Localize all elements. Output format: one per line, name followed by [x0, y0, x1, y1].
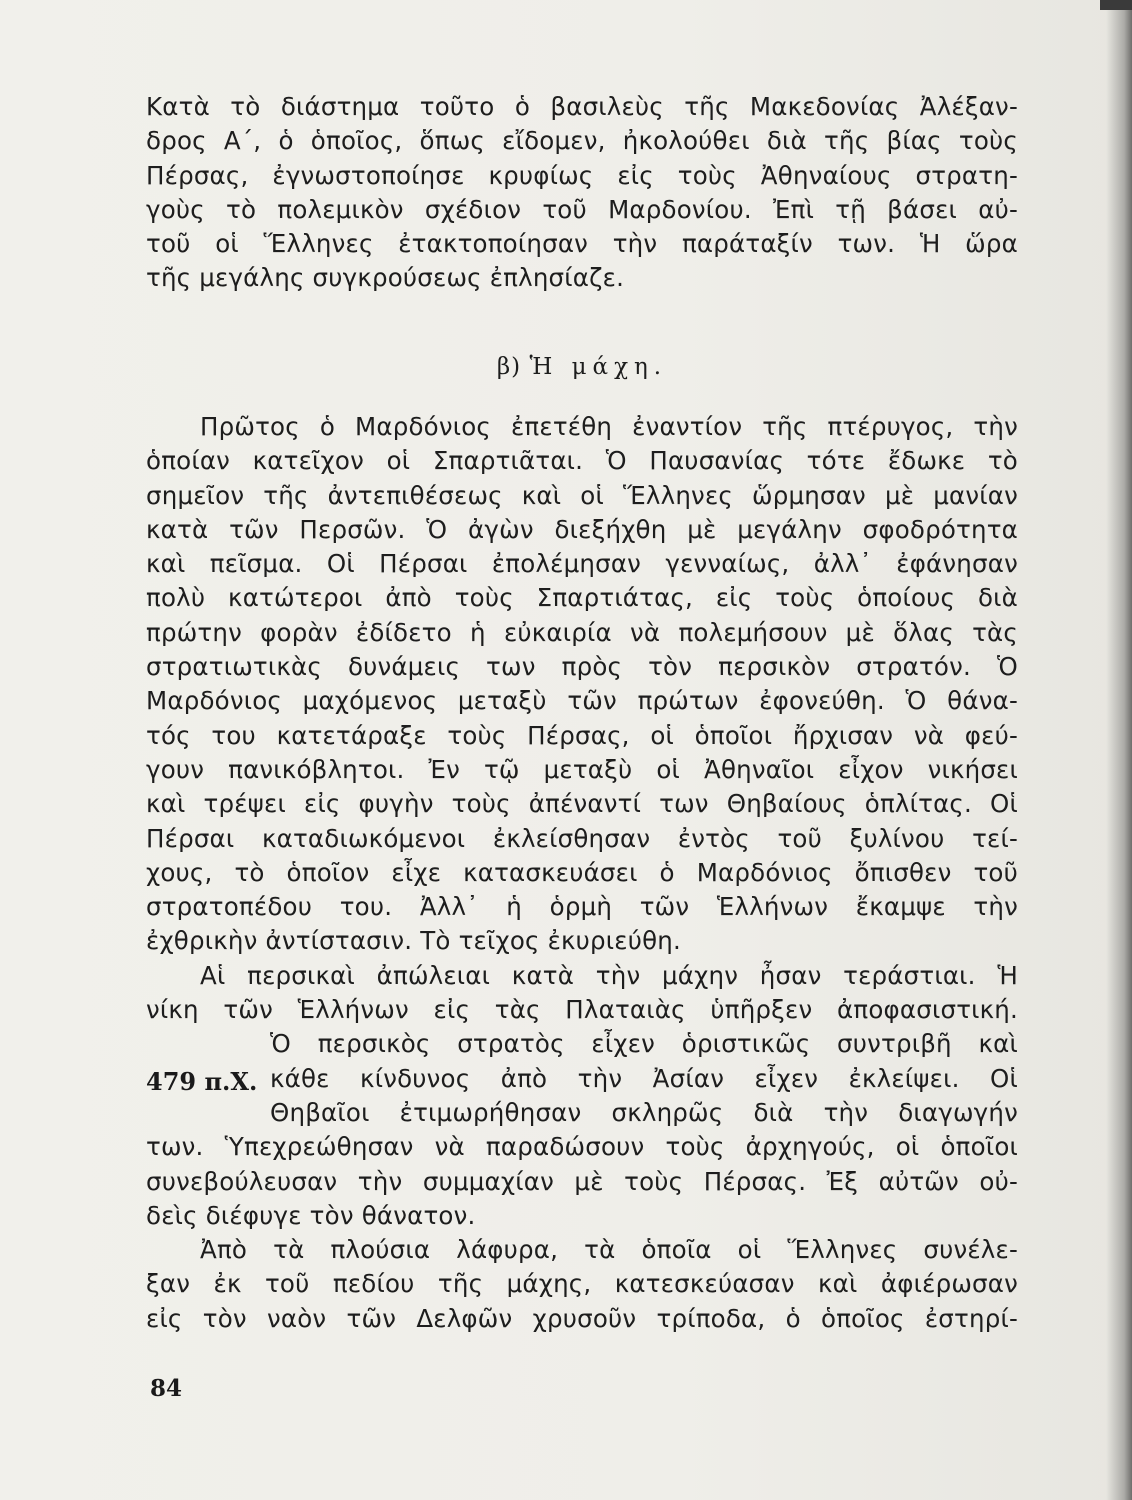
text-line: Ἀπὸ τὰ πλούσια λάφυρα, τὰ ὁποῖα οἱ Ἕλληνες συνέλε-: [200, 1235, 1018, 1265]
text-line: Ὁ περσικὸς στρατὸς εἶχεν ὁριστικῶς συντριβῆ καὶ: [270, 1029, 1018, 1059]
margin-date-note: 479 π.Χ.: [146, 1067, 258, 1096]
text-line: Πέρσας, ἐγνωστοποίησε κρυφίως εἰς τοὺς Ἀθηναίους στρατη-: [146, 160, 1018, 190]
text-line: Μαρδόνιος μαχόμενος μεταξὺ τῶν πρώτων ἐφονεύθη. Ὁ θάνα-: [146, 686, 1018, 716]
section-heading-title: Ἡ μάχη.: [529, 354, 668, 380]
text-line: νίκη τῶν Ἑλλήνων εἰς τὰς Πλαταιὰς ὑπῆρξεν ἀποφασιστική.: [146, 995, 1018, 1025]
text-line: συνεβούλευσαν τὴν συμμαχίαν μὲ τοὺς Πέρσας. Ἐξ αὐτῶν οὐ-: [146, 1166, 1018, 1196]
text-line: γοὺς τὸ πολεμικὸν σχέδιον τοῦ Μαρδονίου. Ἐπὶ τῇ βάσει αὐ-: [146, 194, 1018, 224]
text-line: Πέρσαι καταδιωκόμενοι ἐκλείσθησαν ἐντὸς τοῦ ξυλίνου τεί-: [146, 823, 1018, 853]
text-line: καὶ πεῖσμα. Οἱ Πέρσαι ἐπολέμησαν γενναίως, ἀλλ᾽ ἐφάνησαν: [146, 549, 1018, 579]
text-line: Πρῶτος ὁ Μαρδόνιος ἐπετέθη ἐναντίον τῆς πτέρυγος, τὴν: [200, 412, 1018, 441]
text-line: στρατιωτικὰς δυνάμεις των πρὸς τὸν περσικὸν στρατόν. Ὁ: [146, 652, 1018, 682]
page-number: 84: [150, 1375, 183, 1402]
text-line: τός του κατετάραξε τοὺς Πέρσας, οἱ ὁποῖοι ἤρχισαν νὰ φεύ-: [146, 720, 1018, 750]
text-line: κατὰ τῶν Περσῶν. Ὁ ἀγὼν διεξήχθη μὲ μεγάλην σφοδρότητα: [146, 514, 1018, 544]
corner-mark: [1100, 0, 1132, 10]
text-line: γουν πανικόβλητοι. Ἐν τῷ μεταξὺ οἱ Ἀθηναῖοι εἶχον νικήσει: [146, 754, 1018, 784]
text-line: των. Ὑπεχρεώθησαν νὰ παραδώσουν τοὺς ἀρχηγούς, οἱ ὁποῖοι: [146, 1132, 1018, 1162]
text-line: Αἱ περσικαὶ ἀπώλειαι κατὰ τὴν μάχην ἦσαν τεράστιαι. Ἡ: [200, 960, 1018, 990]
text-line: ξαν ἐκ τοῦ πεδίου τῆς μάχης, κατεσκεύασαν καὶ ἀφιέρωσαν: [146, 1269, 1018, 1299]
page-edge-shadow: [1106, 0, 1132, 1500]
text-line: ἐχθρικὴν ἀντίστασιν. Τὸ τεῖχος ἐκυριεύθη.: [146, 926, 682, 956]
section-heading-prefix: β): [496, 354, 522, 380]
intro-paragraph: [146, 90, 1018, 296]
text-line: τῆς μεγάλης συγκρούσεως ἐπλησίαζε.: [146, 263, 625, 293]
section-heading: [146, 350, 1018, 384]
text-line: χους, τὸ ὁποῖον εἶχε κατασκευάσει ὁ Μαρδόνιος ὄπισθεν τοῦ: [146, 857, 1018, 887]
text-line: Θηβαῖοι ἐτιμωρήθησαν σκληρῶς διὰ τὴν διαγωγήν: [270, 1097, 1018, 1127]
text-line: πρώτην φορὰν ἐδίδετο ἡ εὐκαιρία νὰ πολεμήσουν μὲ ὅλας τὰς: [146, 617, 1018, 647]
text-line: τοῦ οἱ Ἕλληνες ἐτακτοποίησαν τὴν παράταξίν των. Ἡ ὥρα: [146, 229, 1018, 259]
text-line: δεὶς διέφυγε τὸν θάνατον.: [146, 1200, 476, 1230]
text-line: δρος Α΄, ὁ ὁποῖος, ὅπως εἴδομεν, ἠκολούθει διὰ τῆς βίας τοὺς: [146, 126, 1018, 156]
text-line: Κατὰ τὸ διάστημα τοῦτο ὁ βασιλεὺς τῆς Μακεδονίας Ἀλέξαν-: [146, 92, 1018, 121]
battle-paragraph: [146, 410, 1018, 1336]
text-line: εἰς τὸν ναὸν τῶν Δελφῶν χρυσοῦν τρίποδα, ὁ ὁποῖος ἐστηρί-: [146, 1303, 1018, 1333]
text-line: πολὺ κατώτεροι ἀπὸ τοὺς Σπαρτιάτας, εἰς τοὺς ὁποίους διὰ: [146, 583, 1018, 613]
text-line: στρατοπέδου του. Ἀλλ᾽ ἡ ὁρμὴ τῶν Ἑλλήνων ἔκαμψε τὴν: [146, 892, 1018, 922]
text-line: σημεῖον τῆς ἀντεπιθέσεως καὶ οἱ Ἕλληνες ὥρμησαν μὲ μανίαν: [146, 480, 1018, 510]
text-line: καὶ τρέψει εἰς φυγὴν τοὺς ἀπέναντί των Θηβαίους ὁπλίτας. Οἱ: [146, 789, 1018, 819]
text-line: κάθε κίνδυνος ἀπὸ τὴν Ἀσίαν εἶχεν ἐκλείψει. Οἱ: [270, 1063, 1018, 1093]
text-line: ὁποίαν κατεῖχον οἱ Σπαρτιᾶται. Ὁ Παυσανίας τότε ἔδωκε τὸ: [146, 446, 1018, 476]
